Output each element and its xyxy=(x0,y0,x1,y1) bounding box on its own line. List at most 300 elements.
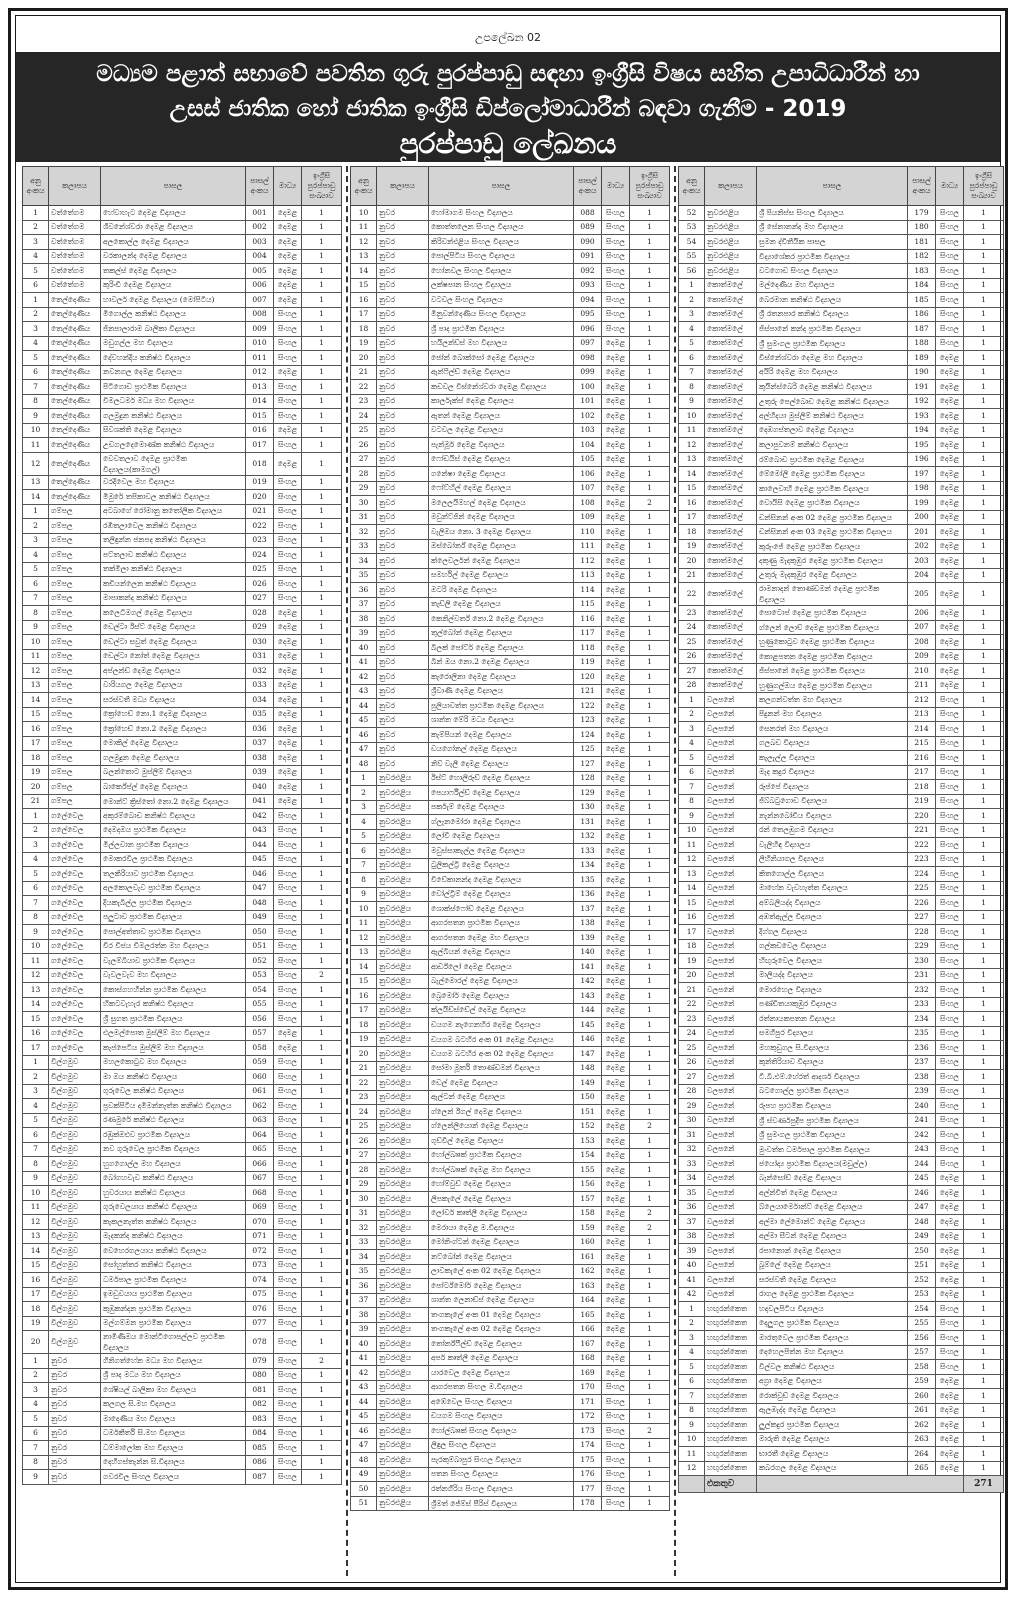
medium-cell: සිංහල xyxy=(936,1345,964,1360)
medium-cell: දෙමළ xyxy=(602,844,630,859)
school-name-cell: වටගොඩ සිංහල විද්‍යාලය xyxy=(757,264,908,279)
school-name-cell: ඩයගම බටහිර අංක 02 දෙමළ විද්‍යාලය xyxy=(429,1047,574,1062)
serial-number-cell: 6 xyxy=(23,881,49,896)
vacancy-count-cell: 1 xyxy=(630,539,670,554)
serial-number-cell: 18 xyxy=(679,939,705,954)
school-name-cell: ආගරපතන ප්‍රාථමික විද්‍යාලය xyxy=(429,916,574,931)
school-code-cell: 249 xyxy=(908,1229,936,1244)
school-name-cell: තක්මිලා කනිෂ්ඨ විද්‍යාලය xyxy=(101,562,246,577)
school-code-cell: 082 xyxy=(246,1397,274,1412)
medium-cell: සිංහල xyxy=(936,1142,964,1157)
zone-cell: වලපනේ xyxy=(705,1171,757,1186)
serial-number-cell: 10 xyxy=(23,635,49,650)
school-name-cell: ඇන්ෆිල්ඩ් දෙමළ විද්‍යාලය xyxy=(429,365,574,380)
school-name-cell: මොකිල් දෙමළ විද්‍යාලය xyxy=(101,736,246,751)
serial-number-cell: 7 xyxy=(351,858,377,873)
school-name-cell: ඊස්ට් හොලිරූඩ් දෙමළ විද්‍යාලය xyxy=(429,771,574,786)
school-code-cell: 174 xyxy=(574,1438,602,1453)
vacancy-count-cell: 1 xyxy=(964,438,1004,453)
school-code-cell: 265 xyxy=(908,1461,936,1476)
vacancies-header: ඉංග්‍රීසි පුරප්පාඩු සංඛ්‍යාව xyxy=(630,167,670,206)
medium-cell: සිංහල xyxy=(274,1412,302,1427)
zone-cell: හඟුරන්කෙත xyxy=(705,1403,757,1418)
medium-cell: සිංහල xyxy=(274,1331,302,1354)
serial-number-cell: 9 xyxy=(23,409,49,424)
school-code-cell: 220 xyxy=(908,809,936,824)
school-code-cell: 109 xyxy=(574,510,602,525)
school-name-cell: රොක්වුඩ් දෙමළ විද්‍යාලය xyxy=(757,1389,908,1404)
school-name-cell: මඩුගල්ල මහ විද්‍යාලය xyxy=(101,336,246,351)
zone-cell: තෙල්දෙණිය xyxy=(49,490,101,505)
school-code-cell: 017 xyxy=(246,438,274,453)
total-value: 271 xyxy=(964,1476,1004,1493)
serial-number-cell: 25 xyxy=(351,1119,377,1134)
serial-number-cell: 21 xyxy=(23,794,49,809)
vacancy-count-cell: 1 xyxy=(964,736,1004,751)
school-code-cell: 206 xyxy=(908,606,936,621)
school-name-cell: අපර් කෘත්ලී දෙමළ විද්‍යාලය xyxy=(429,1351,574,1366)
zone-cell: නුවරඑළිය xyxy=(377,1032,429,1047)
school-code-cell: 193 xyxy=(908,409,936,424)
zone-cell: නුවර xyxy=(377,742,429,757)
vacancy-count-cell: 1 xyxy=(964,1403,1004,1418)
table-row xyxy=(23,954,342,969)
zone-cell: විල්ගමුව xyxy=(49,1142,101,1157)
zone-cell: තෙල්දෙණිය xyxy=(49,452,101,475)
school-name-cell: නව ගුරුවෙල ප්‍රාථමික විද්‍යාලය xyxy=(101,1142,246,1157)
school-name-cell: උතුරු පෙල්බොඩ දෙමළ කනිෂ්ඨ විද්‍යාලය xyxy=(757,394,908,409)
school-code-cell: 094 xyxy=(574,293,602,308)
table-row xyxy=(23,1171,342,1186)
medium-cell: සිංහල xyxy=(274,1354,302,1369)
medium-cell: සිංහල xyxy=(274,867,302,882)
serial-number-cell: 17 xyxy=(351,1003,377,1018)
vacancy-count-cell: 1 xyxy=(630,220,670,235)
serial-number-cell: 9 xyxy=(679,1418,705,1433)
school-name-cell: අම්බලියද්ද විද්‍යාලය xyxy=(757,896,908,911)
school-name-cell: පෝර්ට්මෝර් දෙමළ විද්‍යාලය xyxy=(429,1279,574,1294)
medium-cell: දෙමළ xyxy=(936,635,964,650)
medium-cell: දෙමළ xyxy=(602,481,630,496)
vacancy-count-cell: 1 xyxy=(302,765,342,780)
vacancy-count-cell: 1 xyxy=(964,481,1004,496)
zone-cell: තෙල්දෙණිය xyxy=(49,307,101,322)
medium-cell: දෙමළ xyxy=(602,583,630,598)
school-code-cell: 231 xyxy=(908,968,936,983)
zone-cell: විල්ගමුව xyxy=(49,1215,101,1230)
school-code-cell: 125 xyxy=(574,742,602,757)
vacancy-count-cell: 1 xyxy=(630,452,670,467)
school-name-cell: මිනුවන්දෙණිය සිංහල විද්‍යාලය xyxy=(429,307,574,322)
zone-cell: විල්ගමුව xyxy=(49,1084,101,1099)
vacancy-count-cell: 1 xyxy=(302,983,342,998)
medium-cell: සිංහල xyxy=(274,394,302,409)
school-name-cell: ඩයගෝනල් දෙමළ විද්‍යාලය xyxy=(429,742,574,757)
vacancy-count-cell: 1 xyxy=(964,809,1004,824)
medium-cell: සිංහල xyxy=(274,1070,302,1085)
medium-cell: දෙමළ xyxy=(602,1221,630,1236)
medium-cell: දෙමළ xyxy=(936,1403,964,1418)
vacancy-count-cell: 1 xyxy=(964,409,1004,424)
school-name-cell: හයිලන්ඩ්ස් මහ විද්‍යාලය xyxy=(429,336,574,351)
zone-cell: වලපනේ xyxy=(705,707,757,722)
zone-cell: ගලේවෙල xyxy=(49,997,101,1012)
school-name-cell: ශ්‍රී සේනානන්ද මහ විද්‍යාලය xyxy=(757,220,908,235)
serial-number-cell: 3 xyxy=(679,307,705,322)
table-row xyxy=(351,481,670,496)
medium-cell: දෙමළ xyxy=(602,655,630,670)
serial-number-cell: 33 xyxy=(679,1157,705,1172)
vacancy-count-cell: 1 xyxy=(964,1113,1004,1128)
school-code-cell: 175 xyxy=(574,1453,602,1468)
school-name-cell: වටවල සිංහල විද්‍යාලය xyxy=(429,293,574,308)
zone-cell: තෙල්දෙණිය xyxy=(49,409,101,424)
school-name-cell: සුමන ද්විතීයික පාසල xyxy=(757,235,908,250)
school-code-cell: 225 xyxy=(908,881,936,896)
zone-cell: ගලේවෙල xyxy=(49,925,101,940)
school-code-cell: 205 xyxy=(908,583,936,606)
vacancy-count-cell: 1 xyxy=(630,1163,670,1178)
school-code-cell: 173 xyxy=(574,1424,602,1439)
zone-cell: වලපනේ xyxy=(705,1244,757,1259)
school-code-cell: 161 xyxy=(574,1250,602,1265)
school-code-cell: 035 xyxy=(246,707,274,722)
school-code-cell: 092 xyxy=(574,264,602,279)
school-name-cell: තලකිරියාව ප්‍රාථමික විද්‍යාලය xyxy=(101,867,246,882)
school-code-cell: 188 xyxy=(908,336,936,351)
medium-cell: දෙමළ xyxy=(936,568,964,583)
school-name-cell: ජිබ්බටුගොඩ විද්‍යාලය xyxy=(757,794,908,809)
medium-cell: සිංහල xyxy=(602,220,630,235)
medium-cell: සිංහල xyxy=(274,1012,302,1027)
school-name-cell: මහලකොටුව මහ විද්‍යාලය xyxy=(101,1055,246,1070)
table-row xyxy=(351,684,670,699)
serial-number-cell: 32 xyxy=(351,1221,377,1236)
zone-cell: කොත්මලේ xyxy=(705,351,757,366)
serial-number-cell: 13 xyxy=(23,983,49,998)
zone-cell: කොත්මලේ xyxy=(705,438,757,453)
school-name-cell: ඩෙල්ටා ඊස්ට් දෙමළ විද්‍යාලය xyxy=(101,620,246,635)
zone-cell: නුවර xyxy=(377,220,429,235)
table-row xyxy=(23,1055,342,1070)
school-name-cell: මැද කදුර විද්‍යාලය xyxy=(757,765,908,780)
medium-cell: සිංහල xyxy=(274,1171,302,1186)
serial-number-cell: 22 xyxy=(351,1076,377,1091)
table-row xyxy=(23,533,342,548)
serial-number-cell: 10 xyxy=(679,409,705,424)
school-name-cell: මොරහෙල විද්‍යාලය xyxy=(757,983,908,998)
school-code-cell: 123 xyxy=(574,713,602,728)
vacancy-count-cell: 1 xyxy=(630,1366,670,1381)
vacancy-count-cell: 1 xyxy=(630,1105,670,1120)
school-name-cell: හදවලපිටිය විද්‍යාලය xyxy=(757,1302,908,1317)
medium-cell: සිංහල xyxy=(936,1316,964,1331)
school-code-cell: 148 xyxy=(574,1061,602,1076)
vacancy-count-cell: 1 xyxy=(964,1041,1004,1056)
serial-number-cell: 34 xyxy=(351,1250,377,1265)
medium-cell: සිංහල xyxy=(602,1438,630,1453)
school-name-cell: ධර්මකීර්ති සි.මහ විද්‍යාලය xyxy=(101,1426,246,1441)
school-code-cell: 117 xyxy=(574,626,602,641)
vacancy-count-cell: 1 xyxy=(964,635,1004,650)
zone-cell: නුවර xyxy=(49,1470,101,1485)
title-line-3: පුරප්පාඩු ලේඛනය xyxy=(399,127,617,160)
vacancy-count-cell: 1 xyxy=(302,504,342,519)
serial-number-cell: 41 xyxy=(679,1273,705,1288)
medium-cell: දෙමළ xyxy=(936,1432,964,1447)
serial-number-cell: 1 xyxy=(23,809,49,824)
table-row xyxy=(679,896,1004,911)
vacancy-count-cell: 1 xyxy=(302,548,342,563)
vacancy-count-cell: 1 xyxy=(630,1293,670,1308)
table-row xyxy=(679,1084,1004,1099)
school-code-cell: 138 xyxy=(574,916,602,931)
medium-cell: දෙමළ xyxy=(602,873,630,888)
vacancy-count-cell: 1 xyxy=(630,945,670,960)
school-code-cell: 200 xyxy=(908,510,936,525)
vacancy-count-cell: 1 xyxy=(964,765,1004,780)
vacancy-count-cell: 1 xyxy=(630,1467,670,1482)
vacancy-count-cell: 1 xyxy=(630,829,670,844)
school-code-cell: 149 xyxy=(574,1076,602,1091)
medium-cell: දෙමළ xyxy=(602,887,630,902)
zone-cell: වලපනේ xyxy=(705,1229,757,1244)
table-row xyxy=(351,887,670,902)
serial-number-cell: 20 xyxy=(351,1047,377,1062)
medium-cell: සිංහල xyxy=(936,867,964,882)
zone-cell: ගලේවෙල xyxy=(49,867,101,882)
zone-cell: නුවර xyxy=(377,365,429,380)
school-code-cell: 163 xyxy=(574,1279,602,1294)
school-code-cell: 130 xyxy=(574,800,602,815)
medium-cell: දෙමළ xyxy=(274,1026,302,1041)
zone-cell: ගලේවෙල xyxy=(49,823,101,838)
medium-cell: සිංහල xyxy=(936,1302,964,1317)
medium-cell: දෙමළ xyxy=(936,554,964,569)
serial-number-cell: 29 xyxy=(351,481,377,496)
vacancy-count-cell: 1 xyxy=(302,1302,342,1317)
zone-cell: නුවරඑළිය xyxy=(377,1163,429,1178)
vacancy-count-cell: 1 xyxy=(630,974,670,989)
table-row xyxy=(351,264,670,279)
table-row xyxy=(23,1383,342,1398)
school-code-cell: 120 xyxy=(574,670,602,685)
vacancy-count-cell: 1 xyxy=(302,722,342,737)
medium-cell: දෙමළ xyxy=(602,1206,630,1221)
serial-number-cell: 12 xyxy=(679,1461,705,1476)
vacancy-count-cell: 1 xyxy=(630,438,670,453)
vacancy-count-cell: 1 xyxy=(964,554,1004,569)
school-name-cell: මාපාකන්ද කනිෂ්ඨ විද්‍යාලය xyxy=(101,591,246,606)
school-name-cell: මාරතුවෙල ප්‍රාථමික විද්‍යාලය xyxy=(757,1331,908,1346)
vacancy-count-cell: 1 xyxy=(630,655,670,670)
serial-number-cell: 34 xyxy=(679,1171,705,1186)
school-name-cell: රත්නගිරිය සිංහල විද්‍යාලය xyxy=(429,1482,574,1497)
medium-cell: දෙමළ xyxy=(274,235,302,250)
vacancy-count-cell: 1 xyxy=(302,1142,342,1157)
table-row xyxy=(351,336,670,351)
school-name-cell: ලෝවර් කෘත්ලී දෙමළ විද්‍යාලය xyxy=(429,1206,574,1221)
table-row xyxy=(351,394,670,409)
medium-cell: සිංහල xyxy=(602,235,630,250)
school-code-cell: 227 xyxy=(908,910,936,925)
medium-cell: දෙමළ xyxy=(602,1337,630,1352)
serial-number-cell: 4 xyxy=(23,852,49,867)
zone-cell: වලපනේ xyxy=(705,1084,757,1099)
school-code-cell: 034 xyxy=(246,693,274,708)
school-code-cell: 230 xyxy=(908,954,936,969)
serial-number-cell: 47 xyxy=(351,742,377,757)
school-code-cell: 052 xyxy=(246,954,274,969)
vacancy-count-cell: 1 xyxy=(630,1090,670,1105)
table-row xyxy=(351,1293,670,1308)
vacancies-header: ඉංග්‍රීසි පුරප්පාඩු සංඛ්‍යාව xyxy=(964,167,1004,206)
serial-number-cell: 6 xyxy=(23,577,49,592)
medium-cell: සිංහල xyxy=(936,751,964,766)
school-name-cell: ශ්‍රී පාද ප්‍රාථමික විද්‍යාලය xyxy=(429,322,574,337)
zone-cell: කොත්මලේ xyxy=(705,336,757,351)
school-name-cell: මිමුරේ තපිකාවල කනිෂ්ඨ විද්‍යාලය xyxy=(101,490,246,505)
total-blank-cell xyxy=(757,1476,964,1493)
serial-number-cell: 29 xyxy=(679,1099,705,1114)
medium-cell: සිංහල xyxy=(602,278,630,293)
school-name-cell: ඇල්බියන් දෙමළ විද්‍යාලය xyxy=(429,945,574,960)
vacancy-count-cell: 1 xyxy=(302,1455,342,1470)
vacancy-count-cell: 2 xyxy=(630,1424,670,1439)
vacancy-table-column-3 xyxy=(678,166,1004,1576)
serial-number-cell: 15 xyxy=(351,278,377,293)
vacancy-count-cell: 1 xyxy=(964,838,1004,853)
medium-cell: සිංහල xyxy=(274,896,302,911)
serial-number-cell: 14 xyxy=(23,693,49,708)
vacancy-count-cell: 1 xyxy=(630,684,670,699)
medium-cell: දෙමළ xyxy=(936,1389,964,1404)
serial-number-cell: 48 xyxy=(351,1453,377,1468)
school-code-cell: 237 xyxy=(908,1055,936,1070)
table-row xyxy=(351,713,670,728)
table-row xyxy=(23,548,342,563)
medium-cell: සිංහල xyxy=(274,1200,302,1215)
serial-number-cell: 31 xyxy=(351,1206,377,1221)
medium-cell: සිංහල xyxy=(274,852,302,867)
serial-number-cell: 41 xyxy=(351,1351,377,1366)
zone-cell: නුවර xyxy=(377,481,429,496)
medium-cell: සිංහල xyxy=(274,1055,302,1070)
serial-number-cell: 14 xyxy=(23,1244,49,1259)
zone-cell: වලපනේ xyxy=(705,823,757,838)
medium-cell: දෙමළ xyxy=(274,278,302,293)
medium-cell: සිංහල xyxy=(274,1229,302,1244)
serial-number-cell: 51 xyxy=(351,1496,377,1511)
serial-number-cell: 9 xyxy=(679,394,705,409)
serial-number-cell: 21 xyxy=(351,1061,377,1076)
vacancy-count-cell: 1 xyxy=(302,852,342,867)
serial-number-cell: 40 xyxy=(679,1258,705,1273)
zone-cell: ගම්පල xyxy=(49,591,101,606)
serial-number-cell: 27 xyxy=(351,452,377,467)
zone-cell: විල්ගමුව xyxy=(49,1200,101,1215)
zone-cell: නුවර xyxy=(377,713,429,728)
zone-cell: ගම්පල xyxy=(49,693,101,708)
table-row xyxy=(23,1215,342,1230)
vacancy-count-cell: 1 xyxy=(964,881,1004,896)
medium-cell: සිංහල xyxy=(936,1026,964,1041)
school-name-cell: තංගකැලේ අංක 02 දෙමළ විද්‍යාලය xyxy=(429,1322,574,1337)
vacancy-count-cell: 1 xyxy=(630,409,670,424)
vacancy-count-cell: 1 xyxy=(630,1409,670,1424)
medium-cell: දෙමළ xyxy=(274,249,302,264)
school-code-cell: 151 xyxy=(574,1105,602,1120)
zone-cell: නුවරඑළිය xyxy=(377,1438,429,1453)
table-row xyxy=(679,409,1004,424)
table-row xyxy=(679,1200,1004,1215)
school-code-cell: 241 xyxy=(908,1113,936,1128)
school-code-cell: 025 xyxy=(246,562,274,577)
serial-number-cell: 4 xyxy=(679,1345,705,1360)
school-name-cell: ගිනිගත්හේන මධ්‍ය මහ විද්‍යාලය xyxy=(101,1354,246,1369)
medium-cell: දෙමළ xyxy=(936,1258,964,1273)
school-code-cell: 026 xyxy=(246,577,274,592)
vacancy-count-cell: 1 xyxy=(964,852,1004,867)
table-row xyxy=(23,852,342,867)
school-name-cell: රූපහ ප්‍රාථමික විද්‍යාලය xyxy=(757,1099,908,1114)
table-row xyxy=(351,1279,670,1294)
table-row xyxy=(351,554,670,569)
serial-number-cell: 6 xyxy=(351,844,377,859)
serial-number-cell: 5 xyxy=(679,336,705,351)
serial-number-cell: 21 xyxy=(351,365,377,380)
medium-cell: දෙමළ xyxy=(274,206,302,221)
medium-cell: සිංහල xyxy=(274,322,302,337)
serial-number-cell: 3 xyxy=(23,1383,49,1398)
school-code-cell: 108 xyxy=(574,496,602,511)
table-row xyxy=(23,423,342,438)
medium-cell: දෙමළ xyxy=(602,496,630,511)
zone-cell: වලපනේ xyxy=(705,1287,757,1302)
medium-cell: සිංහල xyxy=(274,1368,302,1383)
table-row xyxy=(679,264,1004,279)
serial-number-cell: 14 xyxy=(23,997,49,1012)
vacancy-count-cell: 1 xyxy=(630,1322,670,1337)
school-name-cell: දකුණු මැදකුඹුර දෙමළ ප්‍රාථමික විද්‍යාලය xyxy=(757,554,908,569)
vacancy-count-cell: 1 xyxy=(964,1200,1004,1215)
zone-cell: වලපනේ xyxy=(705,751,757,766)
serial-number-cell: 35 xyxy=(351,1264,377,1279)
medium-cell: දෙමළ xyxy=(602,510,630,525)
serial-number-cell: 7 xyxy=(679,365,705,380)
serial-number-cell: 1 xyxy=(679,1302,705,1317)
table-row xyxy=(679,1447,1004,1462)
serial-header: අනු අංකය xyxy=(351,167,377,206)
vacancy-count-cell: 1 xyxy=(964,620,1004,635)
serial-number-cell: 28 xyxy=(351,467,377,482)
serial-number-cell: 7 xyxy=(23,1142,49,1157)
school-name-cell: බිලක් පෝට්ර් දෙමළ විද්‍යාලය xyxy=(429,641,574,656)
table-row xyxy=(351,1105,670,1120)
medium-cell: දෙමළ xyxy=(274,678,302,693)
medium-cell: සිංහල xyxy=(936,1084,964,1099)
vacancy-count-cell: 1 xyxy=(964,707,1004,722)
school-code-cell: 252 xyxy=(908,1273,936,1288)
table-row xyxy=(679,467,1004,482)
vacancy-count-cell: 1 xyxy=(302,591,342,606)
medium-cell: දෙමළ xyxy=(936,467,964,482)
school-name-cell: අලකොලවැව ප්‍රාථමික විද්‍යාලය xyxy=(101,881,246,896)
medium-cell: සිංහල xyxy=(274,1316,302,1331)
zone-cell: තෙල්දෙණිය xyxy=(49,394,101,409)
serial-number-cell: 40 xyxy=(351,1337,377,1352)
vacancy-count-cell: 1 xyxy=(964,983,1004,998)
